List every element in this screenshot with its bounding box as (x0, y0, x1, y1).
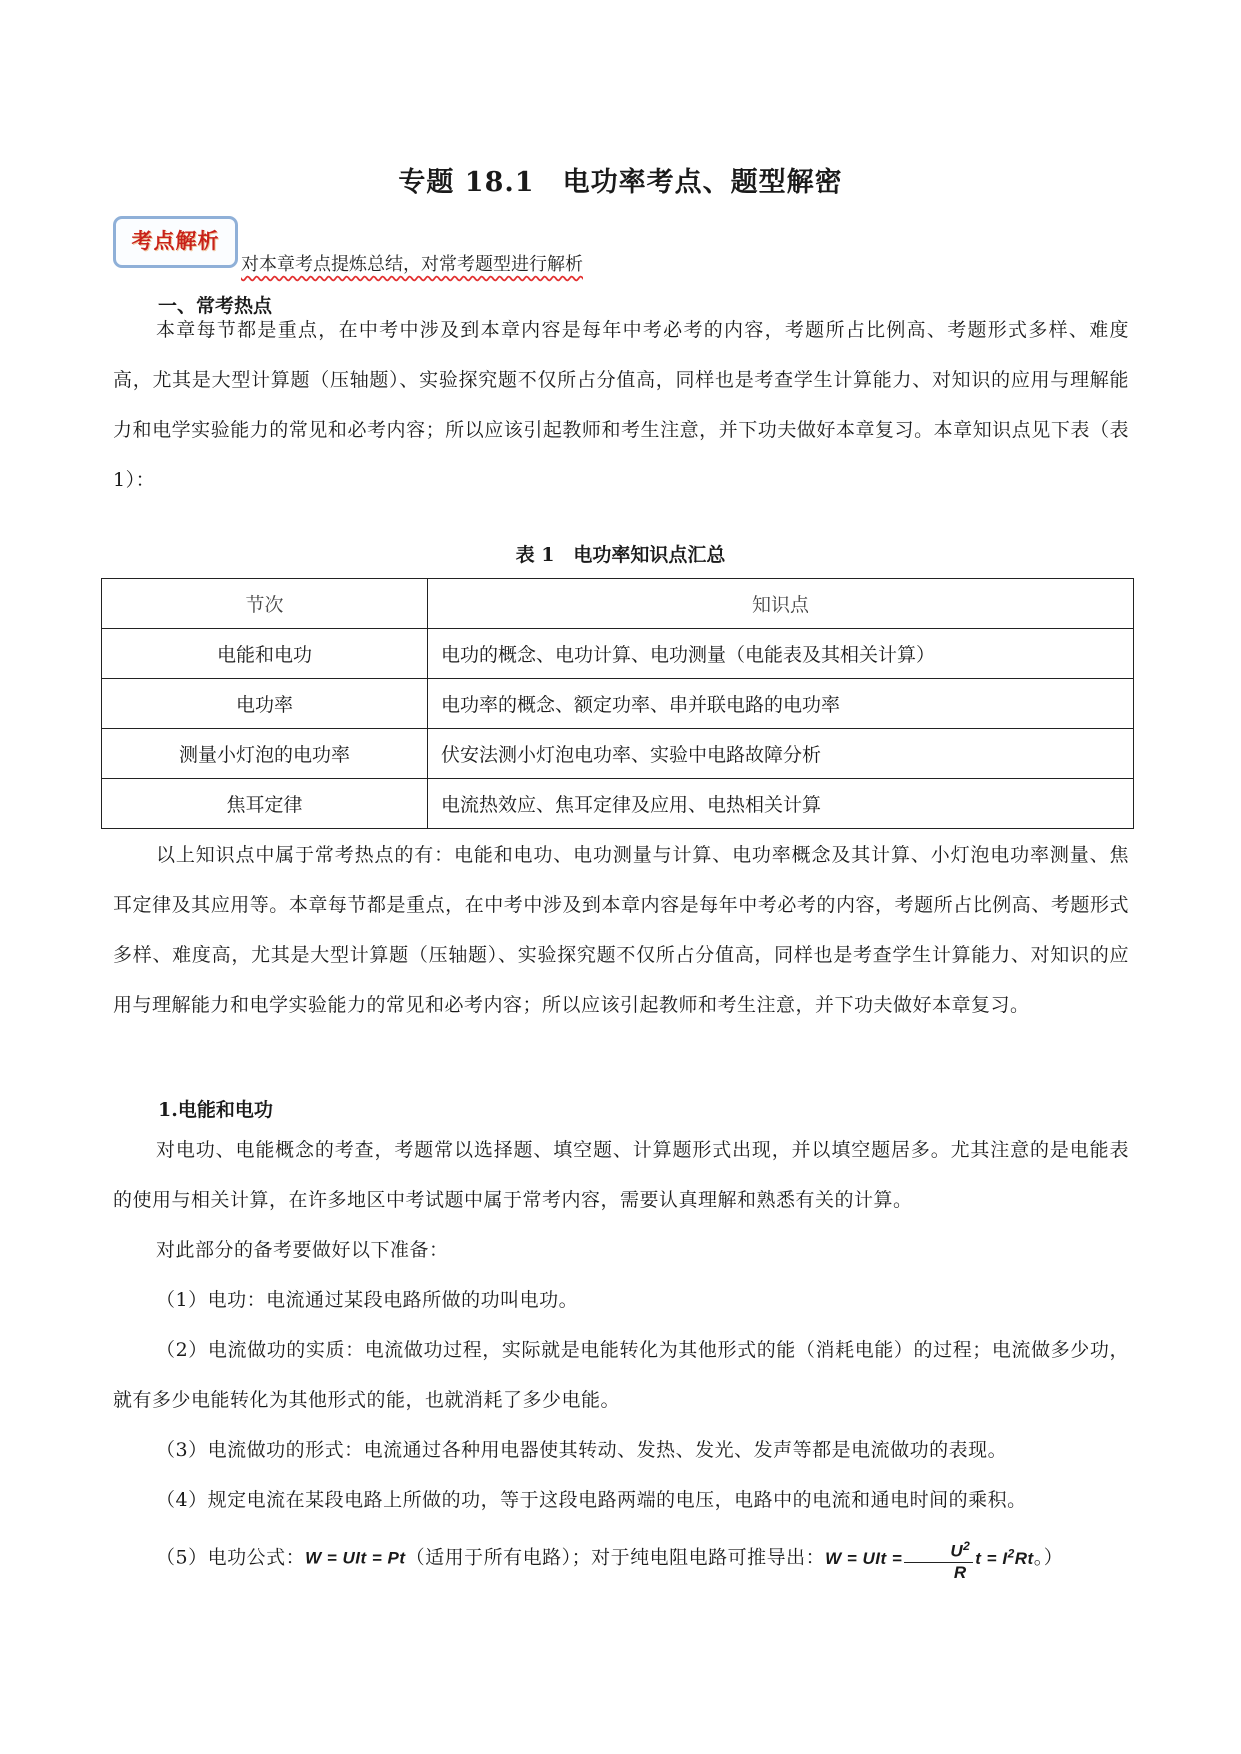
list-item: （4）规定电流在某段电路上所做的功，等于这段电路两端的电压，电路中的电流和通电时间的乘积。 (156, 1489, 1027, 1511)
fraction (904, 1536, 973, 1583)
table-cell-knowledge: 电功的概念、电功计算、电功测量（电能表及其相关计算） (428, 629, 1134, 679)
table-cell-section: 电功率 (102, 679, 428, 729)
electric-work-paragraph: 对电功、电能概念的考查，考题常以选择题、填空题、计算题形式出现，并以填空题居多。尤其注意的是电能表的使用与相关计算，在许多地区中考试题中属于常考内容，需要认真理解和熟悉有关的计算。 (113, 1139, 1129, 1211)
derived-formula-rhs-base: I (1002, 1548, 1008, 1568)
table-header-section: 节次 (102, 579, 428, 629)
table-cell-knowledge: 电功率的概念、额定功率、串并联电路的电功率 (428, 679, 1134, 729)
formula-item-suffix: 。） (1033, 1546, 1064, 1569)
table-row (102, 729, 1134, 779)
derived-formula-lhs: W = UIt = (825, 1548, 903, 1568)
derived-formula-rhs-tail: Rt (1014, 1548, 1034, 1568)
derived-formula-rhs-exponent: 2 (1007, 1546, 1015, 1560)
list-item: （2）电流做功的实质：电流做功过程，实际就是电能转化为其他形式的能（消耗电能）的过程；电流做多少功，就有多少电能转化为其他形式的能，也就消耗了多少电能。 (113, 1339, 1129, 1411)
formula-item-prefix: （5）电功公式： (156, 1546, 306, 1569)
table-row (102, 679, 1134, 729)
numerator-base: U (950, 1541, 964, 1561)
table-cell-section: 焦耳定律 (102, 779, 428, 829)
table-cell-section: 测量小灯泡的电功率 (102, 729, 428, 779)
fraction-denominator: R (953, 1562, 967, 1582)
summary-paragraph: 以上知识点中属于常考热点的有：电能和电功、电功测量与计算、电功率概念及其计算、小灯泡电功率测量、焦耳定律及其应用等。本章每节都是重点，在中考中涉及到本章内容是每年中考必考的内容，考题所占比例高、考题形式多样、难度高，尤其是大型计算题（压轴题）、实验探究题不仅所占分值高，同样也是考查学生计算能力、对知识的应用与理解能力和电学实验能力的常见和必考内容；所以应该引起教师和考生注意，并下功夫做好本章复习。 (113, 844, 1129, 1016)
formula-item (113, 1528, 1129, 1584)
table-row (102, 629, 1134, 679)
list-item: （1）电功：电流通过某段电路所做的功叫电功。 (156, 1289, 579, 1311)
table-header-row (102, 579, 1134, 629)
knowledge-table (101, 578, 1134, 829)
work-formula: W = UIt = Pt (305, 1548, 406, 1568)
table-caption: 表 1 电功率知识点汇总 (515, 544, 726, 566)
list-item: （3）电流做功的形式：电流通过各种用电器使其转动、发热、发光、发声等都是电流做功的表现。 (156, 1439, 1008, 1461)
section-heading-electric-work: 1.电能和电功 (158, 1099, 273, 1121)
page-title: 专题 18.1 电功率考点、题型解密 (398, 167, 843, 198)
key-point-badge (113, 216, 238, 268)
derived-formula-t: t = (975, 1548, 998, 1568)
table-row (102, 779, 1134, 829)
badge-note: 对本章考点提炼总结，对常考题型进行解析 (241, 254, 583, 275)
section-heading-hot-topics: 一、常考热点 (158, 295, 273, 317)
numerator-exponent: 2 (963, 1538, 971, 1553)
badge-label: 考点解析 (131, 228, 220, 253)
table-header-knowledge: 知识点 (428, 579, 1134, 629)
table-cell-knowledge: 伏安法测小灯泡电功率、实验中电路故障分析 (428, 729, 1134, 779)
fraction-numerator (904, 1536, 973, 1563)
preparation-paragraph: 对此部分的备考要做好以下准备： (156, 1239, 449, 1261)
formula-item-mid: （适用于所有电路）；对于纯电阻电路可推导出： (405, 1546, 826, 1569)
table-cell-knowledge: 电流热效应、焦耳定律及应用、电热相关计算 (428, 779, 1134, 829)
intro-paragraph: 本章每节都是重点，在中考中涉及到本章内容是每年中考必考的内容，考题所占比例高、考题形式多样、难度高，尤其是大型计算题（压轴题）、实验探究题不仅所占分值高，同样也是考查学生计算能力、对知识的应用与理解能力和电学实验能力的常见和必考内容；所以应该引起教师和考生注意，并下功夫做好本章复习。本章知识点见下表（表 1）： (113, 319, 1129, 491)
derived-formula (825, 1538, 1034, 1582)
table-cell-section: 电能和电功 (102, 629, 428, 679)
